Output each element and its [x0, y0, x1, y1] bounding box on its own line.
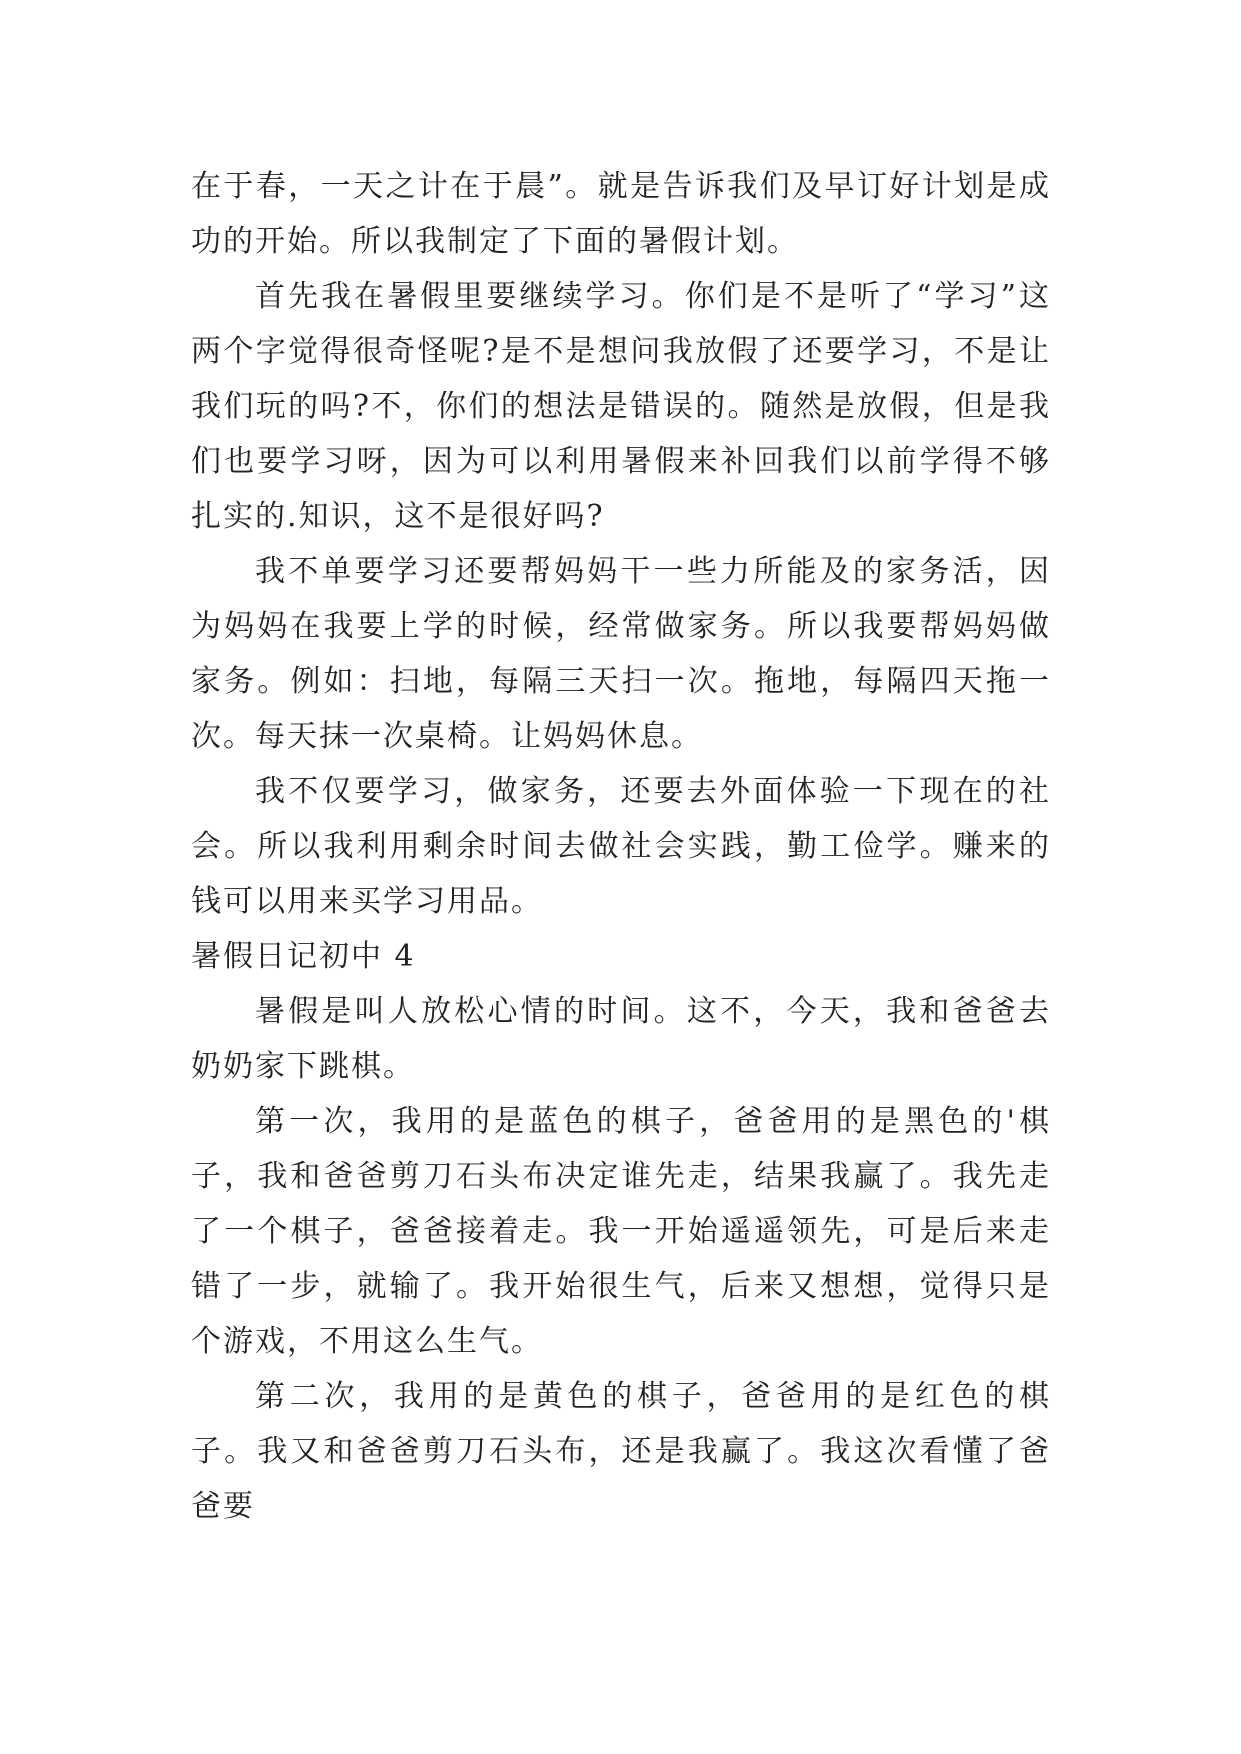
paragraph-housework: 我不单要学习还要帮妈妈干一些力所能及的家务活，因为妈妈在我要上学的时候，经常做家务。所以我要帮妈妈做家务。例如：扫地，每隔三天扫一次。拖地，每隔四天拖一次。每天抹一次桌椅。让妈妈休息。 — [191, 554, 1051, 754]
paragraph-study: 首先我在暑假里要继续学习。你们是不是听了“学习”这两个字觉得很奇怪呢?是不是想问我放假了还要学习，不是让我们玩的吗?不，你们的想法是错误的。随然是放假，但是我们也要学习呀，因为可以利用暑假来补回我们以前学得不够扎实的.知识，这不是很好吗? — [191, 279, 1051, 534]
paragraph-intro: 暑假是叫人放松心情的时间。这不，今天，我和爸爸去奶奶家下跳棋。 — [191, 994, 1051, 1084]
paragraph-first-game: 第一次，我用的是蓝色的棋子，爸爸用的是黑色的'棋子，我和爸爸剪刀石头布决定谁先走，结果我赢了。我先走了一个棋子，爸爸接着走。我一开始遥遥领先，可是后来走错了一步，就输了。我开始很生气，后来又想想，觉得只是个游戏，不用这么生气。 — [191, 1104, 1051, 1359]
section-heading: 暑假日记初中 4 — [191, 939, 416, 974]
document-body — [191, 159, 1051, 1534]
paragraph-second-game: 第二次，我用的是黄色的棋子，爸爸用的是红色的棋子。我又和爸爸剪刀石头布，还是我赢了。我这次看懂了爸爸要 — [191, 1379, 1051, 1524]
paragraph-social-practice: 我不仅要学习，做家务，还要去外面体验一下现在的社会。所以我利用剩余时间去做社会实践，勤工俭学。赚来的钱可以用来买学习用品。 — [191, 774, 1051, 919]
paragraph-continuation: 在于春，一天之计在于晨”。就是告诉我们及早订好计划是成功的开始。所以我制定了下面的暑假计划。 — [191, 169, 1051, 259]
